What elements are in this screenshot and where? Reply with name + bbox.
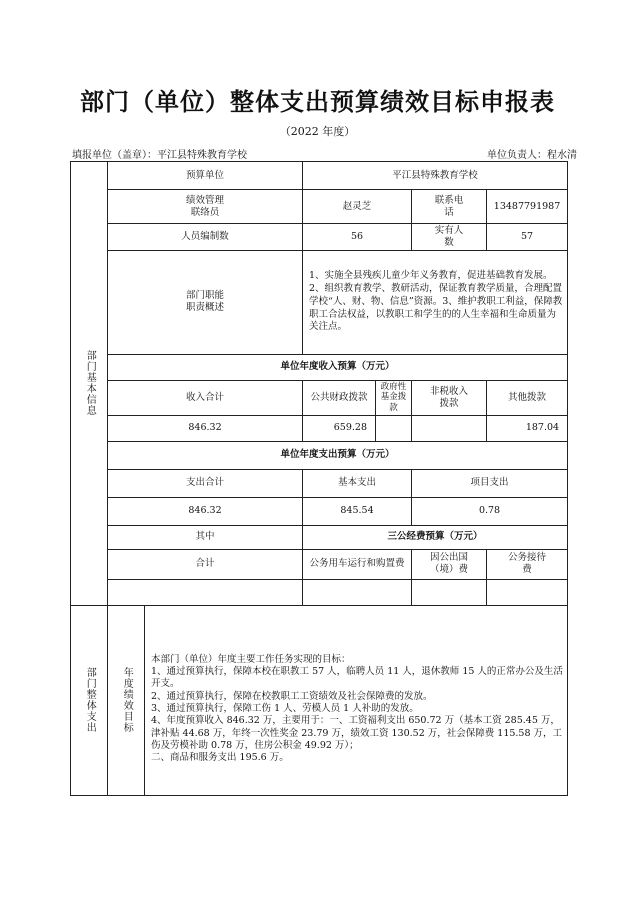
sangong-header-reception: 公务接待 费	[487, 549, 568, 579]
contact-label: 绩效管理 联络员	[108, 190, 303, 224]
income-non-tax-value	[412, 415, 487, 441]
income-section-title: 单位年度收入预算（万元）	[108, 354, 568, 380]
income-public-finance-value: 659.28	[303, 415, 376, 441]
income-header-gov-fund: 政府性 基金拨 款	[376, 380, 412, 415]
goal-line: 2、通过预算执行，保障在校教职工工资绩效及社会保障费的发放。	[151, 690, 433, 702]
income-header-public-finance: 公共财政拨款	[303, 380, 376, 415]
expense-total-value: 846.32	[108, 497, 303, 525]
phone-value: 13487791987	[487, 190, 568, 224]
expense-section-title: 单位年度支出预算（万元）	[108, 441, 568, 469]
budget-form-table	[70, 161, 568, 796]
income-header-other: 其他拨款	[487, 380, 568, 415]
filling-unit: 填报单位（盖章）：平江县特殊教育学校	[72, 150, 247, 161]
side-label-dept-overall: 部门整体支出	[71, 605, 108, 795]
sangong-section-title: 三公经费预算（万元）	[303, 525, 568, 549]
sangong-reception-value	[487, 579, 568, 605]
goal-line: 本部门（单位）年度主要工作任务实现的目标：	[151, 653, 351, 665]
goal-line: 1、通过预算执行，保障本校在职教工 57 人，临聘人员 11 人，退休教师 15 人的正常办公及生活开支。	[151, 665, 563, 690]
goal-line: 3、通过预算执行，保障工伤 1 人、劳模人员 1 人补助的发放。	[151, 703, 419, 714]
sangong-vehicle-value	[303, 579, 412, 605]
staff-quota-label: 人员编制数	[108, 224, 303, 251]
income-header-total: 收入合计	[108, 380, 303, 415]
staff-quota-value: 56	[303, 224, 412, 251]
sangong-total-value	[108, 579, 303, 605]
report-year: （2022 年度）	[279, 125, 356, 138]
duty-description: 1、实施全县残疾儿童少年义务教育，促进基础教育发展。2、组织教育教学、教研活动，保证教育教学质量，合理配置学校“人、财、物、信息”资源。3、维护教职工利益，保障教职工合法权益，以教职工和学生的的人生幸福和生命质量为关注点。	[303, 250, 568, 354]
duty-label: 部门职能 职责概述	[108, 250, 303, 354]
budget-unit-label: 预算单位	[108, 162, 303, 190]
contact-value: 赵灵芝	[303, 190, 412, 224]
budget-unit-value: 平江县特殊教育学校	[303, 162, 568, 190]
actual-staff-label: 实有人 数	[412, 224, 487, 251]
page-title: 部门（单位）整体支出预算绩效目标申报表	[80, 87, 555, 116]
income-gov-fund-value	[376, 415, 412, 441]
unit-head: 单位负责人：程水清	[487, 150, 577, 161]
expense-header-total: 支出合计	[108, 469, 303, 497]
side-label-basic-info: 部门基本信息	[71, 162, 108, 606]
sangong-header-total: 合计	[108, 549, 303, 579]
expense-header-basic: 基本支出	[303, 469, 412, 497]
actual-staff-value: 57	[487, 224, 568, 251]
expense-project-value: 0.78	[412, 497, 568, 525]
income-other-value: 187.04	[487, 415, 568, 441]
expense-basic-value: 845.54	[303, 497, 412, 525]
sangong-header-vehicle: 公务用车运行和购置费	[303, 549, 412, 579]
goal-line: 二、商品和服务支出 195.6 万。	[151, 752, 289, 764]
sangong-header-abroad: 因公出国 （境）费	[412, 549, 487, 579]
annual-goals-text	[145, 605, 568, 795]
income-header-non-tax: 非税收入 拨款	[412, 380, 487, 415]
goal-line: 4、年度预算收入 846.32 万，主要用于：一、工资福利支出 650.72 万（基本工资 285.45 万，津补贴 44.68 万，年终一次性奖金 23.79 万，绩效工资 130.52 万，社会保障费 115.58 万，工伤及劳模补助 0.78 万，住房公积金 49.92 万）；	[151, 715, 563, 752]
of-which-label: 其中	[108, 525, 303, 549]
sangong-abroad-value	[412, 579, 487, 605]
phone-label: 联系电 话	[412, 190, 487, 224]
income-total-value: 846.32	[108, 415, 303, 441]
expense-header-project: 项目支出	[412, 469, 568, 497]
side-label-annual-goal: 年度绩效目标	[108, 605, 145, 795]
